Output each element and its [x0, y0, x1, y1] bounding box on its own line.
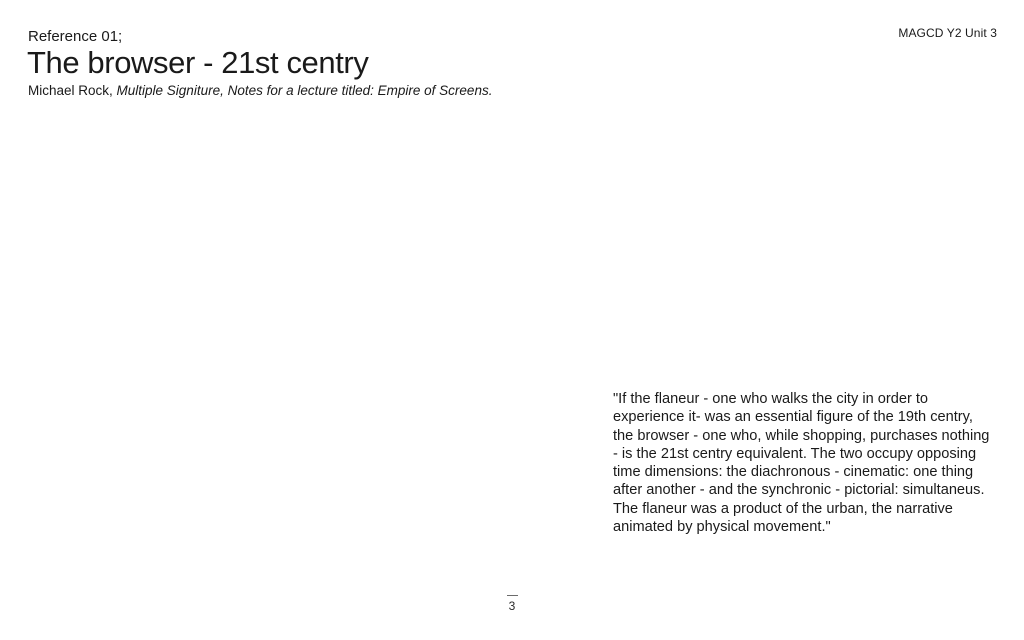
- page-number-rule: [507, 595, 518, 596]
- quote-line: "If the flaneur - one who walks the city in order to: [613, 391, 929, 407]
- quote-line: - is the 21st centry equivalent. The two occupy opposing: [613, 445, 977, 462]
- quote-block: [613, 390, 1013, 536]
- page-footer: [0, 595, 1024, 612]
- quote-line: The flaneur was a product of the urban, the narrative: [613, 500, 953, 517]
- byline: [28, 84, 492, 99]
- quote-line: animated by physical movement.": [613, 519, 831, 536]
- quote-line: experience it- was an essential figure of the 19th centry,: [613, 409, 973, 426]
- course-label: MAGCD Y2 Unit 3: [898, 26, 997, 40]
- page-number: 3: [508, 599, 516, 613]
- byline-author: Michael Rock,: [28, 83, 117, 98]
- page-title: The browser - 21st centry: [27, 45, 369, 80]
- byline-work-title: Multiple Signiture, Notes for a lecture titled: Empire of Screens.: [116, 83, 493, 98]
- quote-line: after another - and the synchronic - pictorial: simultaneus.: [613, 482, 985, 499]
- reference-label: Reference 01;: [28, 28, 123, 45]
- quote-line: the browser - one who, while shopping, purchases nothing: [613, 427, 990, 444]
- quote-line: time dimensions: the diachronous - cinematic: one thing: [613, 464, 974, 481]
